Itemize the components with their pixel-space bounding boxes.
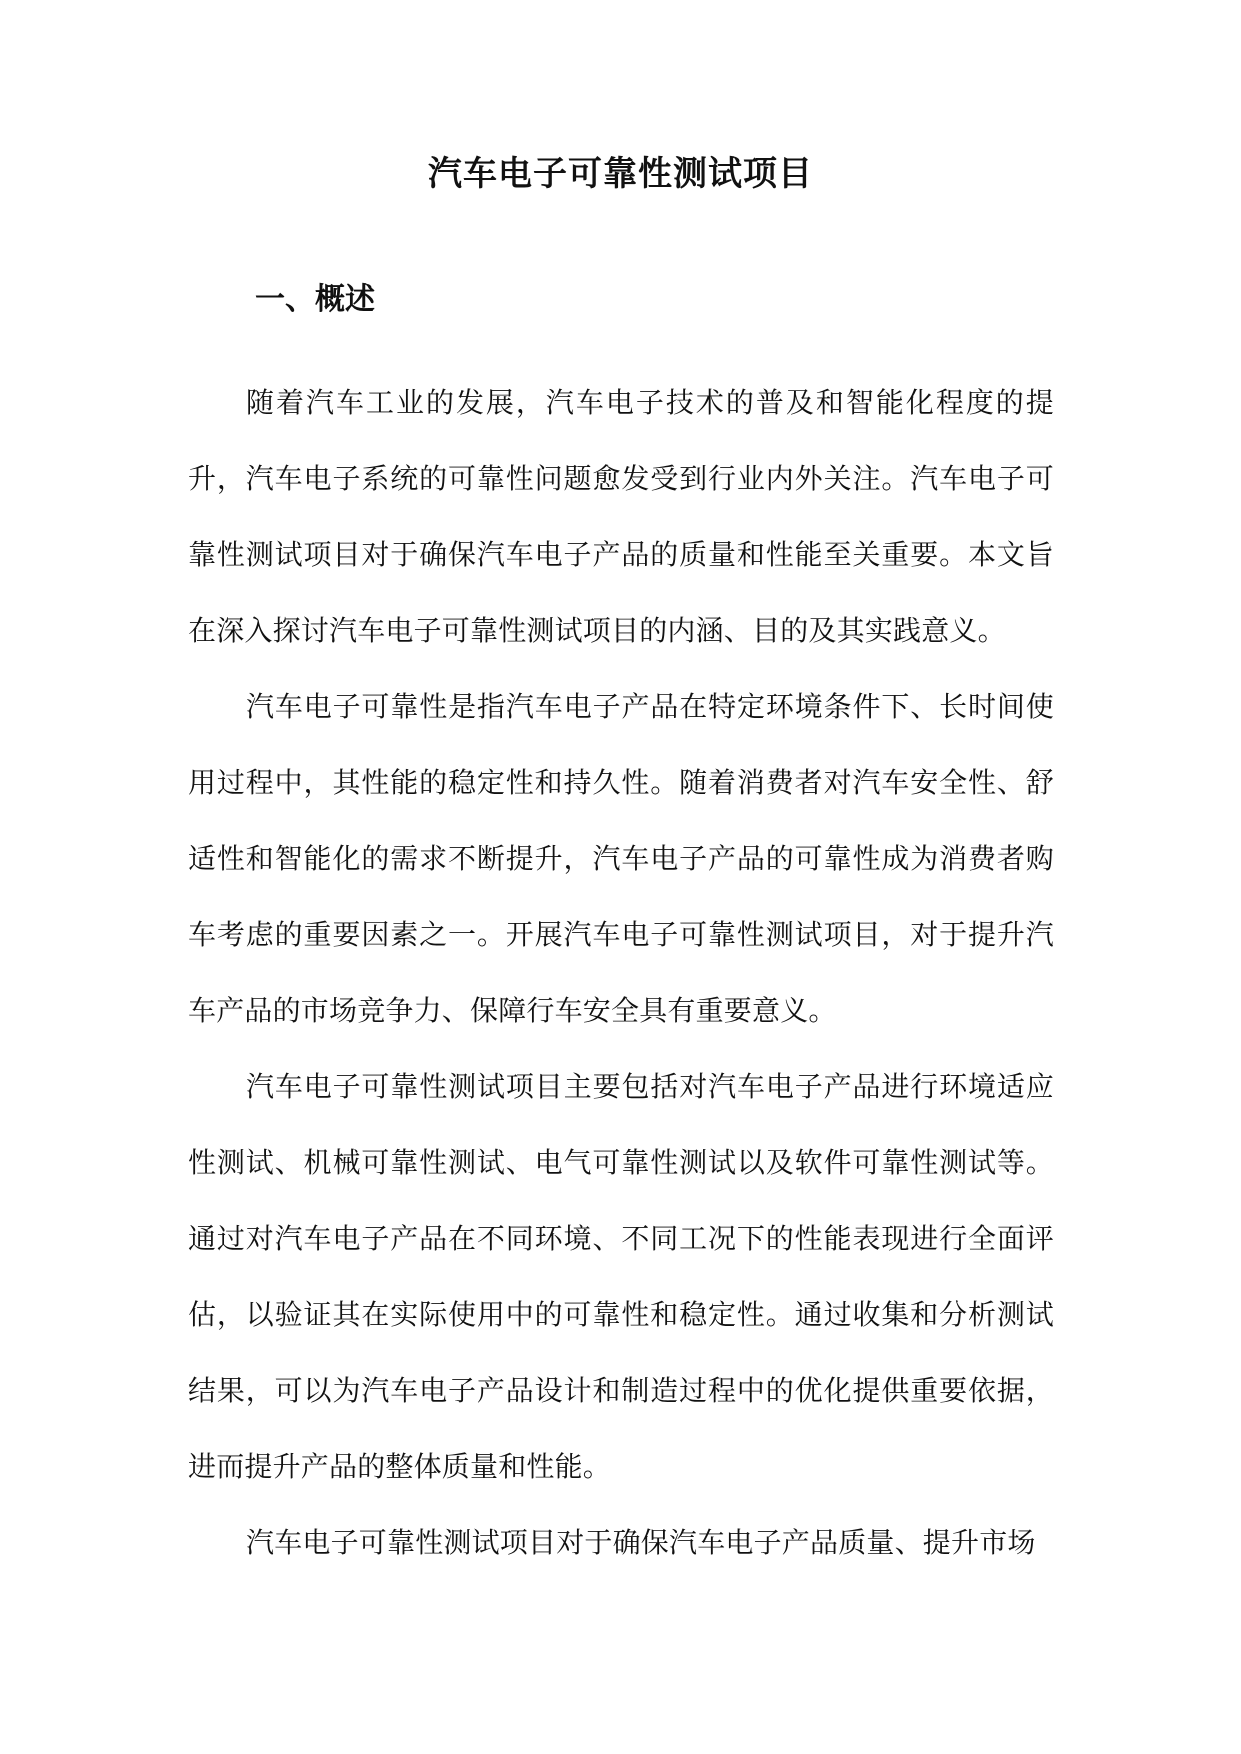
paragraph: 随着汽车工业的发展，汽车电子技术的普及和智能化程度的提升，汽车电子系统的可靠性问题愈发受到行业内外关注。汽车电子可靠性测试项目对于确保汽车电子产品的质量和性能至关重要。本文旨在深入探讨汽车电子可靠性测试项目的内涵、目的及其实践意义。: [188, 386, 1054, 647]
paragraph: 汽车电子可靠性测试项目对于确保汽车电子产品质量、提升市场: [246, 1526, 1036, 1559]
section-heading: 一、概述: [255, 282, 375, 317]
paragraph: 汽车电子可靠性是指汽车电子产品在特定环境条件下、长时间使用过程中，其性能的稳定性和持久性。随着消费者对汽车安全性、舒适性和智能化的需求不断提升，汽车电子产品的可靠性成为消费者购车考虑的重要因素之一。开展汽车电子可靠性测试项目，对于提升汽车产品的市场竞争力、保障行车安全具有重要意义。: [188, 690, 1054, 1027]
document-body: [188, 365, 1054, 1581]
paragraph: 汽车电子可靠性测试项目主要包括对汽车电子产品进行环境适应性测试、机械可靠性测试、电气可靠性测试以及软件可靠性测试等。通过对汽车电子产品在不同环境、不同工况下的性能表现进行全面评估，以验证其在实际使用中的可靠性和稳定性。通过收集和分析测试结果，可以为汽车电子产品设计和制造过程中的优化提供重要依据，进而提升产品的整体质量和性能。: [188, 1070, 1054, 1483]
document-title: 汽车电子可靠性测试项目: [428, 154, 813, 194]
